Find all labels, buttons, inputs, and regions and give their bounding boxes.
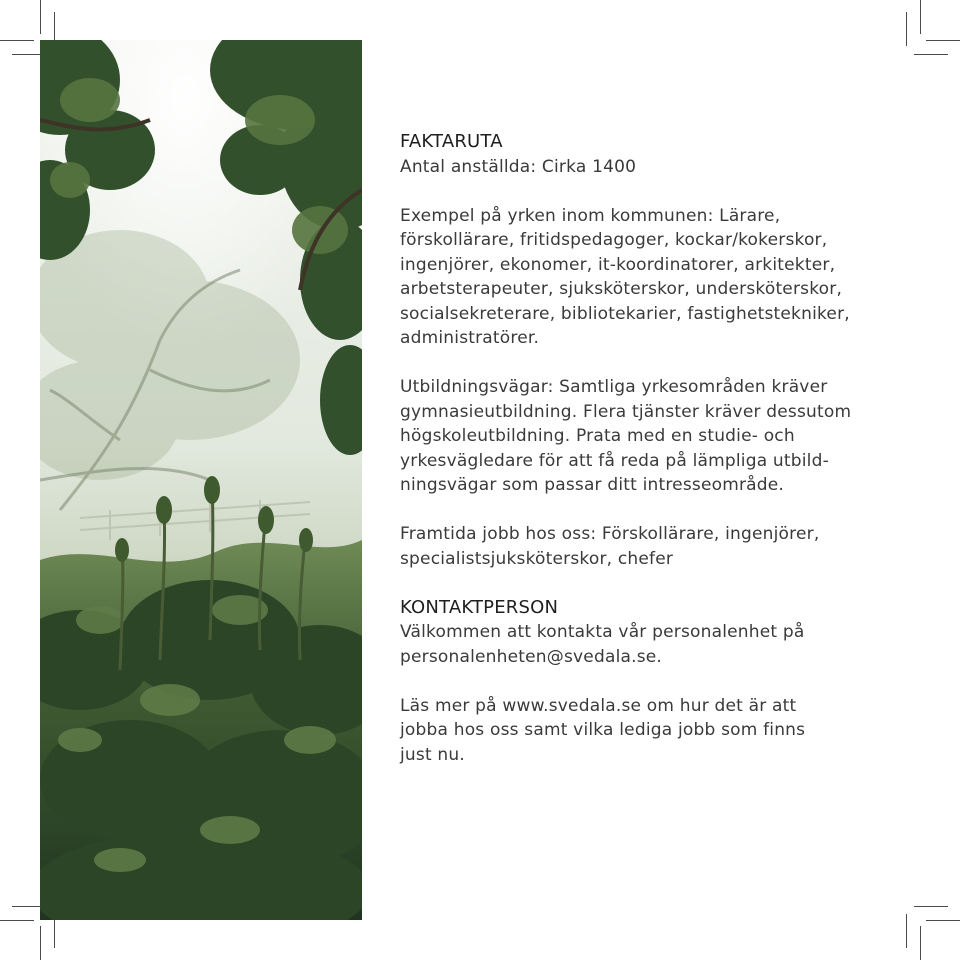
example-jobs-line: administratörer. bbox=[400, 328, 540, 348]
contact-email[interactable]: personalenheten@svedala.se. bbox=[400, 646, 663, 667]
contact-text bbox=[400, 620, 920, 669]
future-jobs bbox=[400, 522, 920, 571]
future-jobs-line: Framtida jobb hos oss: Förskollärare, ingenjörer, bbox=[400, 524, 820, 544]
crop-mark bbox=[926, 920, 960, 921]
example-jobs bbox=[400, 204, 920, 351]
forest-photo bbox=[40, 40, 362, 920]
crop-mark bbox=[914, 54, 948, 55]
education-line: gymnasieutbildning. Flera tjänster kräver dessutom bbox=[400, 401, 852, 422]
read-more bbox=[400, 694, 920, 768]
crop-mark bbox=[40, 926, 41, 960]
kontakt-heading: KONTAKTPERSON bbox=[400, 596, 559, 618]
faktaruta-heading: FAKTARUTA bbox=[400, 131, 503, 152]
read-more-line[interactable]: Läs mer på www.svedala.se om hur det är att bbox=[400, 695, 797, 716]
education-line: yrkesvägledare för att få reda på lämpliga utbild- bbox=[400, 450, 829, 471]
read-more-line: jobba hos oss samt vilka lediga jobb som finns bbox=[400, 720, 806, 740]
contact-line: Välkommen att kontakta vår personalenhet på bbox=[400, 622, 805, 642]
example-jobs-line: förskollärare, fritidspedagoger, kockar/kokerskor, bbox=[400, 230, 828, 250]
example-jobs-line: Exempel på yrken inom kommunen: Lärare, bbox=[400, 205, 781, 226]
example-jobs-line: arbetsterapeuter, sjuksköterskor, undersköterskor, bbox=[400, 279, 843, 299]
crop-mark bbox=[926, 40, 960, 41]
future-jobs-line: specialistsjuksköterskor, chefer bbox=[400, 548, 674, 569]
education-paths bbox=[400, 375, 920, 498]
crop-mark bbox=[920, 926, 921, 960]
read-more-line: just nu. bbox=[400, 744, 465, 765]
education-line: ningsvägar som passar ditt intresseområde. bbox=[400, 475, 785, 495]
fact-box bbox=[400, 130, 920, 767]
crop-mark bbox=[0, 40, 34, 41]
crop-mark bbox=[0, 920, 34, 921]
crop-mark bbox=[906, 12, 907, 46]
example-jobs-line: ingenjörer, ekonomer, it-koordinatorer, arkitekter, bbox=[400, 254, 836, 275]
crop-mark bbox=[40, 0, 41, 34]
crop-mark bbox=[914, 906, 948, 907]
employees-count: Antal anställda: Cirka 1400 bbox=[400, 156, 637, 177]
example-jobs-line: socialsekreterare, bibliotekarier, fastighetstekniker, bbox=[400, 303, 850, 324]
crop-mark bbox=[906, 914, 907, 948]
education-line: högskoleutbildning. Prata med en studie- och bbox=[400, 426, 795, 446]
education-line: Utbildningsvägar: Samtliga yrkesområden kräver bbox=[400, 377, 828, 397]
crop-mark bbox=[920, 0, 921, 34]
